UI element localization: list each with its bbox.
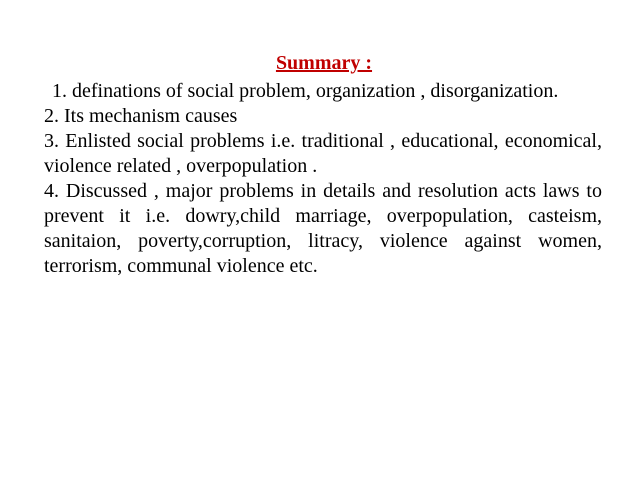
summary-point-2: 2. Its mechanism causes [44, 105, 238, 127]
summary-body [44, 79, 602, 279]
summary-point-1: 1. definations of social problem, organization , disorganization. [52, 80, 559, 102]
slide-title: Summary : [275, 52, 373, 74]
summary-point-3: 3. Enlisted social problems i.e. traditional , educational, economical, violence related , overpopulation . [44, 130, 602, 177]
summary-point-4: 4. Discussed , major problems in details and resolution acts laws to prevent it i.e. dowry,child marriage, overpopulation, casteism, sanitaion, poverty,corruption, litracy, violence against women, terrorism, communal violence etc. [44, 180, 602, 277]
